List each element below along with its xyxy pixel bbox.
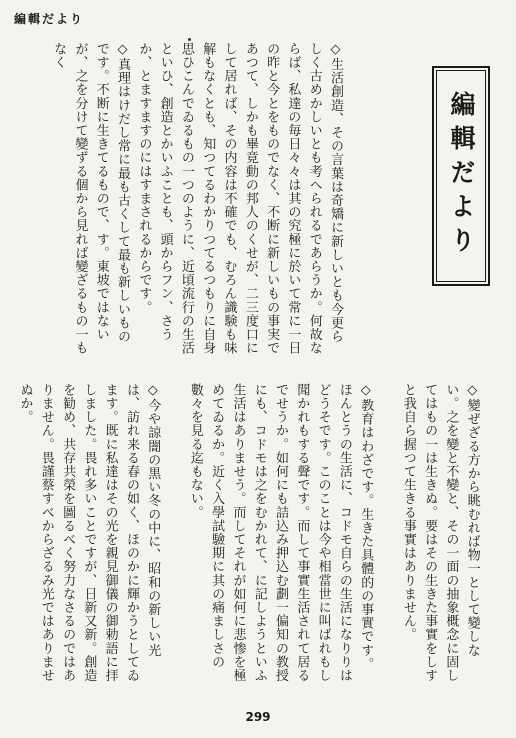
- running-head: 編輯だより: [14, 12, 85, 26]
- decorative-dot: [188, 38, 191, 41]
- upper-text-columns: ◇生活創造、その言葉は奇矯に新しいとも今更らしく古めかしいとも考へられるであらうか。何故ならば、私達の毎日々々は其の究極に於いて常に一日の昨と今とをものでなく、不断に新しいもの事実であつて、しかも畢竟動の邦人のくせが、二三度口にして居れば、その内容は不確でも、むろん識験も味解もなくとも、知つてるわかりつてるつもりに自身思ひこんでゐるもの一つのように、近頃流行の生活といひ、創造とかいふことも、頭からフン、さうか、とますますのにはすまされるからです。 ◇真理はけだし常に最も古くして最も新しいものです。不断に生きてるもので、す。東坡ではないが、之を分けて變ずる個から見れば變ざるもの一もなく: [51, 42, 343, 355]
- paragraph-lower-1: ◇變ぜざる方から眺むれば物一として變しない。之を變と不變と、その一面の抽象概念に固してはもの一は生きぬ。要はその生きた事實をしすと我自ら握つて生きる事實はありません。: [400, 383, 480, 683]
- page-number: 299: [245, 710, 271, 724]
- paragraph-lower-3: ◇今や諒闇の黒い冬の中に、昭和の新しい光は、訪れ来る春の如く、ほのかに輝かうとしてゐます。既に私達はその光を親見御儀の御勅語に拝しました。畏れ多いことですが、日新又新。創造を勧め、共存共榮を圖るべく努力なさるのではありません。畏謹蔡すべからざるみ光ではありませぬか。: [17, 383, 161, 683]
- title-box: [432, 66, 490, 286]
- paragraph-lower-2: ◇教育はわざです。生きた具體的の事實です。ほんとうの生活に、コドモ自らの生活になりりはどうそです。このことは今や相當世に叫ばれもし聞かれもする聲です。而して事實生活されて居るでせうか。如何にも詰込み押込む劃一偏知の教授にも、コドモは之をむかれて、に記しようといふ生活はありませう。而してそれが如何に悲惨を極めてゐるか。近く入學試驗期に其の痛ましさの數々を見る迄もない。: [187, 383, 374, 683]
- page-title: 編輯だより: [447, 91, 476, 261]
- lower-text-columns: [17, 383, 504, 683]
